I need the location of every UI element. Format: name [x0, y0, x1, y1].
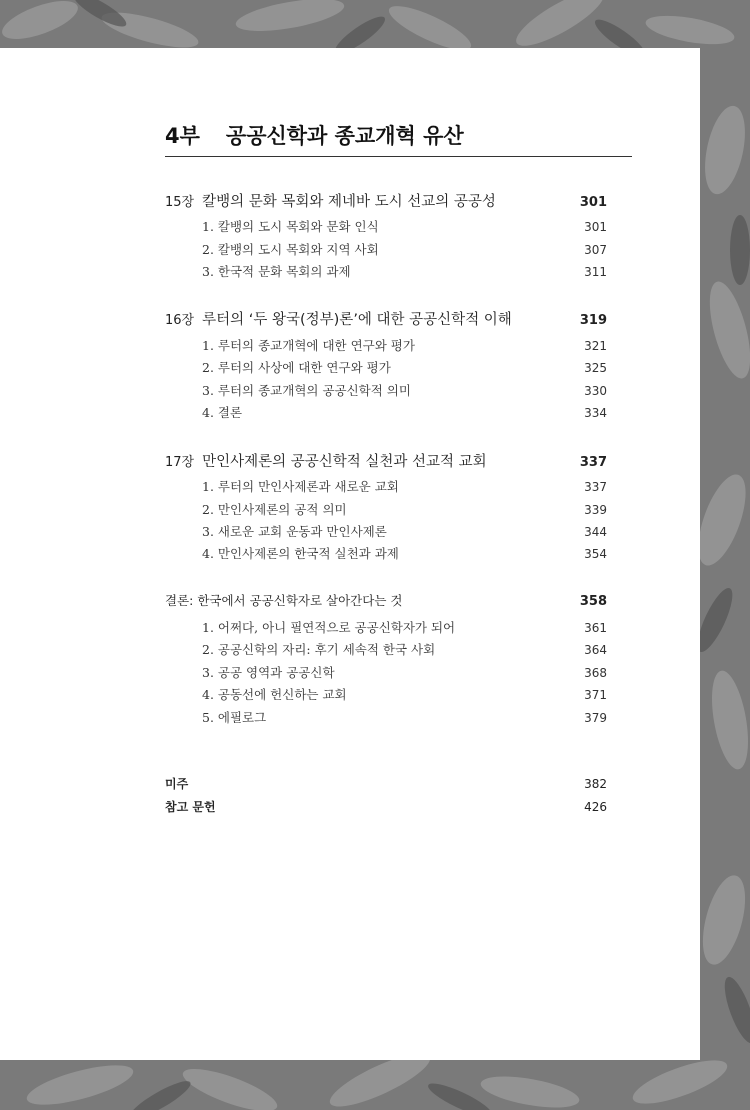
- page-number: 358: [579, 594, 607, 609]
- page-number: 368: [584, 666, 607, 680]
- section-title: 2. 만인사제론의 공적 의미: [202, 502, 347, 517]
- page-number: 330: [584, 384, 607, 398]
- section-title: 1. 루터의 만인사제론과 새로운 교회: [202, 479, 399, 494]
- toc-conclusion[interactable]: [165, 591, 607, 613]
- toc-section[interactable]: [202, 358, 607, 380]
- toc-section[interactable]: [202, 640, 607, 662]
- chapter-number: 16장: [165, 313, 195, 328]
- page-number: 337: [579, 455, 607, 470]
- section-title: 4. 공동선에 헌신하는 교회: [202, 687, 347, 702]
- section-title: 2. 칼뱅의 도시 목회와 지역 사회: [202, 242, 379, 257]
- page-number: 364: [584, 643, 607, 657]
- page-number: 334: [584, 406, 607, 420]
- section-title: 1. 칼뱅의 도시 목회와 문화 인식: [202, 219, 379, 234]
- section-title: 4. 만인사제론의 한국적 실천과 과제: [202, 546, 399, 561]
- toc-page: [0, 48, 700, 1060]
- page-number: 337: [584, 480, 607, 494]
- page-number: 325: [584, 361, 607, 375]
- page-number: 371: [584, 688, 607, 702]
- chapter-title: 칼뱅의 문화 목회와 제네바 도시 선교의 공공성: [202, 194, 496, 210]
- chapter-title: 만인사제론의 공공신학적 실천과 선교적 교회: [202, 454, 487, 470]
- page-number: 307: [584, 243, 607, 257]
- page-number: 319: [579, 313, 607, 328]
- part-title-text: 공공신학과 종교개혁 유산: [225, 124, 464, 148]
- toc-section[interactable]: [202, 403, 607, 425]
- toc-section[interactable]: [202, 522, 607, 544]
- section-title: 1. 루터의 종교개혁에 대한 연구와 평가: [202, 338, 415, 353]
- toc-section[interactable]: [202, 217, 607, 239]
- back-matter-title: 미주: [165, 777, 189, 791]
- table-of-contents: [0, 48, 700, 1060]
- toc-section[interactable]: [202, 685, 607, 707]
- chapter-title: 루터의 ‘두 왕국(정부)론’에 대한 공공신학적 이해: [202, 312, 512, 328]
- page-number: 311: [584, 265, 607, 279]
- page-number: 426: [584, 800, 607, 814]
- toc-section[interactable]: [202, 477, 607, 499]
- toc-section[interactable]: [202, 708, 607, 730]
- section-title: 5. 에필로그: [202, 710, 267, 725]
- page-number: 301: [584, 220, 607, 234]
- toc-section[interactable]: [202, 544, 607, 566]
- section-title: 3. 새로운 교회 운동과 만인사제론: [202, 524, 387, 539]
- page-number: 354: [584, 547, 607, 561]
- page-number: 344: [584, 525, 607, 539]
- part-number: 4부: [165, 124, 200, 148]
- chapter-number: 17장: [165, 455, 195, 470]
- page-number: 301: [579, 195, 607, 210]
- chapter-number: 15장: [165, 195, 195, 210]
- page-number: 379: [584, 711, 607, 725]
- back-matter-title: 참고 문헌: [165, 800, 216, 814]
- toc-section[interactable]: [202, 262, 607, 284]
- section-title: 2. 루터의 사상에 대한 연구와 평가: [202, 360, 391, 375]
- page-number: 321: [584, 339, 607, 353]
- section-title: 2. 공공신학의 자리: 후기 세속적 한국 사회: [202, 642, 436, 657]
- toc-section[interactable]: [202, 336, 607, 358]
- toc-references[interactable]: [165, 798, 607, 820]
- section-title: 4. 결론: [202, 405, 243, 420]
- toc-chapter-15[interactable]: [165, 190, 607, 212]
- toc-section[interactable]: [202, 663, 607, 685]
- section-title: 1. 어쩌다, 아니 필연적으로 공공신학자가 되어: [202, 620, 456, 635]
- conclusion-title: 결론: 한국에서 공공신학자로 살아간다는 것: [165, 593, 403, 608]
- toc-chapter-17[interactable]: [165, 450, 607, 472]
- section-title: 3. 공공 영역과 공공신학: [202, 665, 335, 680]
- toc-notes[interactable]: [165, 775, 607, 797]
- page-number: 339: [584, 503, 607, 517]
- section-title: 3. 한국적 문화 목회의 과제: [202, 264, 351, 279]
- toc-section[interactable]: [202, 500, 607, 522]
- toc-section[interactable]: [202, 240, 607, 262]
- section-title: 3. 루터의 종교개혁의 공공신학적 의미: [202, 383, 411, 398]
- page-number: 361: [584, 621, 607, 635]
- page-number: 382: [584, 777, 607, 791]
- toc-section[interactable]: [202, 381, 607, 403]
- toc-section[interactable]: [202, 618, 607, 640]
- toc-chapter-16[interactable]: [165, 308, 607, 330]
